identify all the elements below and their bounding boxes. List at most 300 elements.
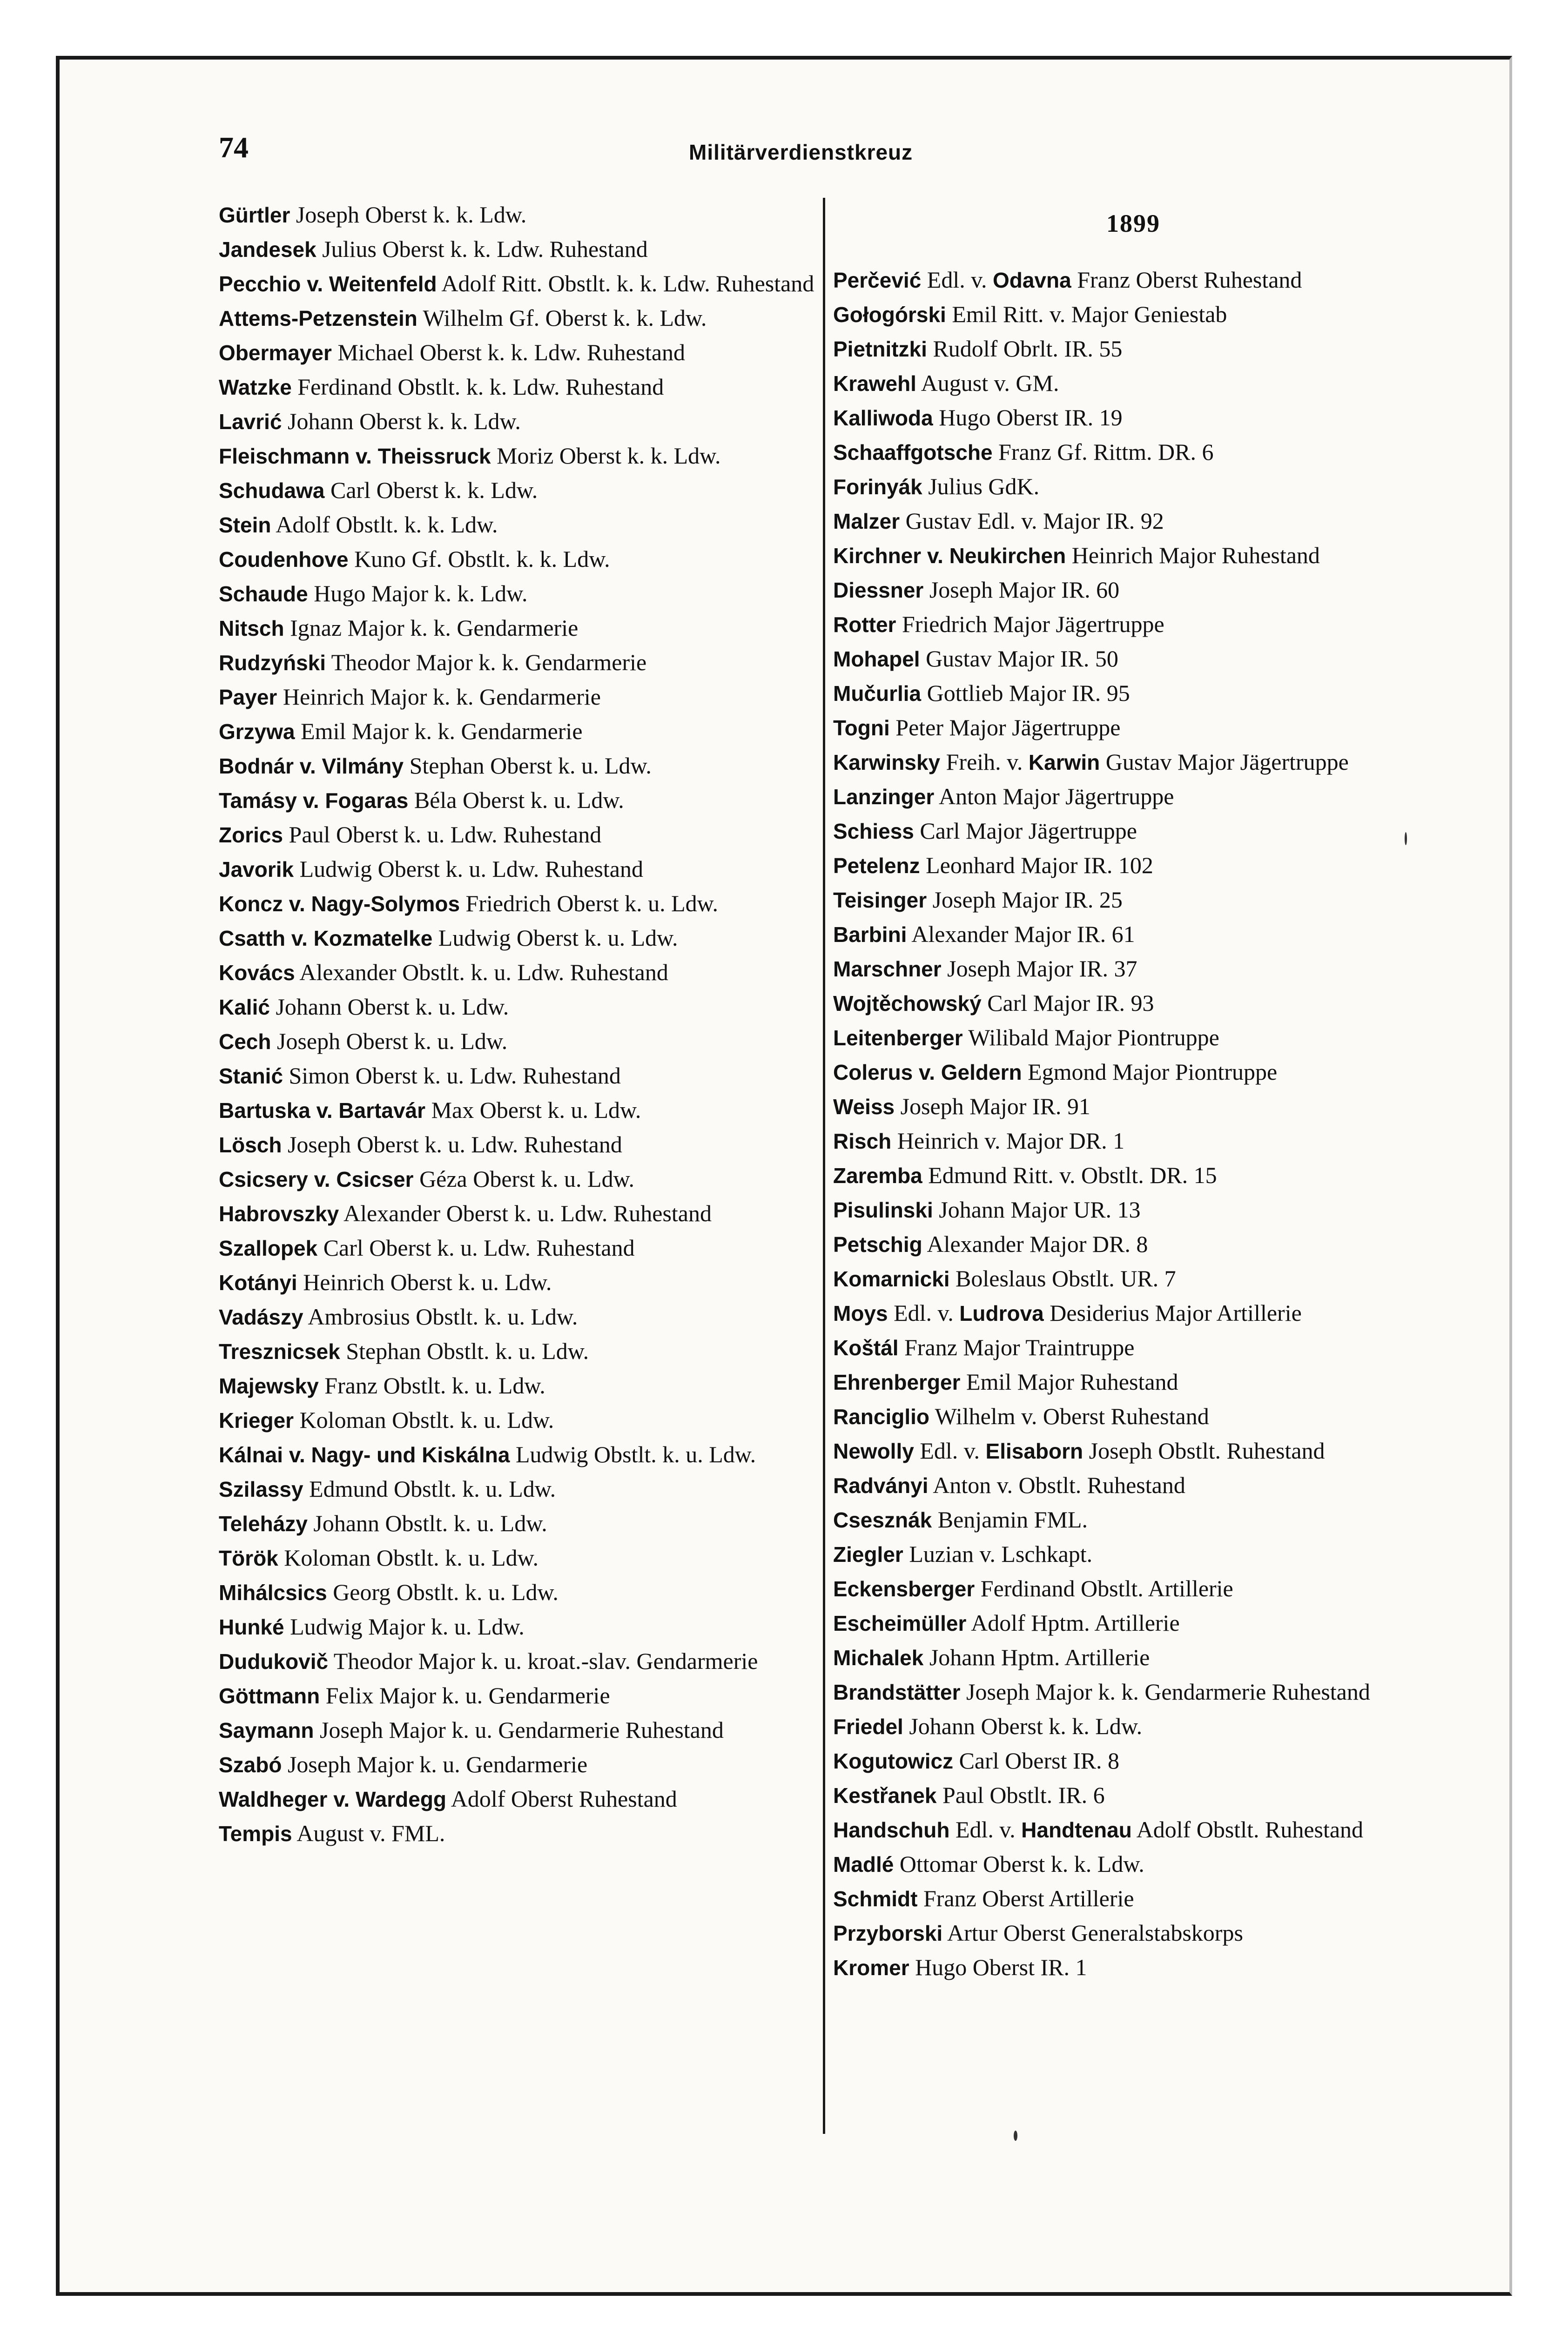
entry-surname: Cech (219, 1029, 271, 1054)
entry-details: Max Oberst k. u. Ldw. (425, 1097, 641, 1123)
entry-surname: Madlé (833, 1852, 894, 1876)
entry-surname: Koncz v. Nagy-Solymos (219, 892, 460, 916)
entry-surname: Friedel (833, 1715, 903, 1739)
roll-entry (833, 780, 1433, 814)
entry-details: Gustav Major IR. 50 (920, 646, 1118, 672)
roll-entry (219, 1644, 814, 1679)
entry-surname: Marschner (833, 957, 942, 981)
entry-details: Wilhelm v. Oberst Ruhestand (929, 1403, 1209, 1429)
roll-entry (833, 883, 1433, 917)
entry-details: Simon Oberst k. u. Ldw. Ruhestand (283, 1063, 621, 1089)
entry-details: Carl Oberst k. u. Ldw. Ruhestand (317, 1235, 635, 1261)
roll-entry (219, 955, 814, 990)
entry-details: Gustav Edl. v. Major IR. 92 (900, 508, 1164, 534)
entry-surname: Kestřanek (833, 1783, 937, 1808)
entry-surname: Schmidt (833, 1887, 918, 1911)
entry-surname: Lavrić (219, 410, 282, 434)
roll-entry (219, 1679, 814, 1713)
roll-entry (833, 504, 1433, 538)
roll-entry (219, 680, 814, 714)
entry-details: Johann Hptm. Artillerie (923, 1644, 1150, 1670)
entry-details: Heinrich Major Ruhestand (1066, 542, 1320, 568)
entry-surname: Payer (219, 685, 277, 709)
entry-details: August v. GM. (916, 370, 1059, 396)
entry-details: Anton v. Obstlt. Ruhestand (928, 1472, 1185, 1498)
entry-details: Ignaz Major k. k. Gendarmerie (284, 615, 579, 641)
roll-entry (219, 1231, 814, 1265)
entry-surname: Radványi (833, 1473, 929, 1498)
entry-details: Joseph Oberst k. k. Ldw. (290, 202, 527, 228)
entry-details: Joseph Oberst k. u. Ldw. (271, 1028, 508, 1054)
entry-details: Emil Major Ruhestand (960, 1369, 1178, 1395)
entry-details: Benjamin FML. (932, 1506, 1088, 1533)
roll-entry (219, 439, 814, 473)
roll-entry (219, 370, 814, 404)
entry-details-cont: Franz Oberst Ruhestand (1071, 267, 1302, 293)
entry-surname: Moys (833, 1301, 888, 1325)
entry-surname: Attems-Petzenstein (219, 306, 417, 330)
entry-surname: Saymann (219, 1718, 314, 1742)
entry-surname: Obermayer (219, 341, 332, 365)
roll-entry (833, 1847, 1433, 1882)
roll-entry (833, 332, 1433, 366)
entry-details: Adolf Ritt. Obstlt. k. k. Ldw. Ruhestand (437, 270, 814, 296)
roll-entry (833, 1882, 1433, 1916)
entry-details: Johann Major UR. 13 (933, 1197, 1141, 1223)
roll-entry (219, 887, 814, 921)
entry-details: Joseph Major k. k. Gendarmerie Ruhestand (960, 1679, 1370, 1705)
entry-details: Artur Oberst Generalstabskorps (942, 1920, 1243, 1946)
entry-details: Franz Gf. Rittm. DR. 6 (992, 439, 1214, 465)
roll-entry (833, 814, 1433, 848)
entry-predicate: Odavna (992, 268, 1071, 292)
entry-details: Stephan Obstlt. k. u. Ldw. (340, 1338, 589, 1364)
entry-details: Joseph Major IR. 37 (941, 955, 1137, 982)
entry-surname: Diessner (833, 578, 924, 602)
entry-details: Johann Oberst k. k. Ldw. (903, 1713, 1143, 1739)
entry-details-cont: Gustav Major Jägertruppe (1100, 749, 1349, 775)
entry-surname: Kogutowicz (833, 1749, 954, 1773)
entry-surname: Tresznicsek (219, 1339, 340, 1364)
entry-predicate: Elisaborn (985, 1439, 1083, 1463)
roll-entry (219, 404, 814, 439)
roll-entry (219, 1541, 814, 1575)
entry-details: Friedrich Major Jägertruppe (896, 611, 1164, 637)
roll-entry (219, 1782, 814, 1816)
entry-details: Adolf Obstlt. k. k. Ldw. (271, 511, 498, 538)
roll-entry (833, 1365, 1433, 1399)
entry-details: Ambrosius Obstlt. k. u. Ldw. (303, 1304, 578, 1330)
roll-entry (833, 1606, 1433, 1641)
entry-details: Joseph Major k. u. Gendarmerie (282, 1751, 588, 1777)
roll-entry (219, 921, 814, 955)
entry-details: Georg Obstlt. k. u. Ldw. (327, 1579, 559, 1605)
entry-details: Heinrich Major k. k. Gendarmerie (277, 684, 601, 710)
entry-details: Koloman Obstlt. k. u. Ldw. (294, 1407, 554, 1433)
roll-entry (219, 577, 814, 611)
roll-entry (833, 745, 1433, 780)
roll-entry (833, 1331, 1433, 1365)
roll-entry (833, 1193, 1433, 1227)
entry-surname: Perčević (833, 268, 922, 292)
entry-details: Ludwig Major k. u. Ldw. (284, 1614, 525, 1640)
entry-surname: Majewsky (219, 1374, 319, 1398)
entry-surname: Ranciglio (833, 1405, 930, 1429)
entry-details: Julius Oberst k. k. Ldw. Ruhestand (316, 236, 648, 262)
entry-surname: Teisinger (833, 888, 927, 912)
roll-entry (219, 1748, 814, 1782)
entry-surname: Schaaffgotsche (833, 440, 993, 464)
entry-surname: Bartuska v. Bartavár (219, 1098, 426, 1123)
entry-details: Emil Major k. k. Gendarmerie (295, 718, 583, 744)
entry-details: Heinrich Oberst k. u. Ldw. (297, 1269, 552, 1295)
entry-surname: Tempis (219, 1822, 292, 1846)
entry-details: Johann Oberst k. k. Ldw. (282, 408, 521, 434)
entry-details: Boleslaus Obstlt. UR. 7 (949, 1265, 1176, 1291)
year-heading: 1899 (1106, 209, 1160, 237)
roll-entry (219, 232, 814, 267)
entry-surname: Kromer (833, 1956, 909, 1980)
entry-details: Moriz Oberst k. k. Ldw. (491, 443, 721, 469)
entry-details: Paul Obstlt. IR. 6 (936, 1782, 1105, 1808)
entry-surname: Rudzyński (219, 651, 326, 675)
entry-surname: Wojtěchowský (833, 991, 982, 1016)
roll-entry (219, 1093, 814, 1128)
roll-entry (833, 986, 1433, 1021)
roll-entry (219, 1472, 814, 1506)
roll-entry (833, 1158, 1433, 1193)
roll-entry (219, 336, 814, 370)
entry-surname: Handschuh (833, 1818, 950, 1842)
roll-entry (219, 1059, 814, 1093)
roll-entry (219, 646, 814, 680)
entry-details-cont: Desiderius Major Artillerie (1043, 1300, 1302, 1326)
entry-details-cont: Joseph Obstlt. Ruhestand (1083, 1438, 1325, 1464)
entry-surname: Pecchio v. Weitenfeld (219, 272, 437, 296)
entry-surname: Przyborski (833, 1921, 943, 1945)
roll-entry (833, 1296, 1433, 1331)
entry-details: Hugo Oberst IR. 19 (933, 404, 1123, 430)
roll-entry (219, 301, 814, 336)
roll-entry (219, 473, 814, 508)
entry-surname: Petelenz (833, 854, 920, 878)
entry-surname: Krawehl (833, 371, 916, 396)
entry-details: Edmund Ritt. v. Obstlt. DR. 15 (922, 1162, 1217, 1188)
entry-details: Joseph Major k. u. Gendarmerie Ruhestand (314, 1717, 724, 1743)
entry-details: Paul Oberst k. u. Ldw. Ruhestand (283, 821, 602, 847)
entry-details: Ferdinand Obstlt. k. k. Ldw. Ruhestand (291, 374, 664, 400)
entry-surname: Karwinsky (833, 750, 941, 774)
roll-entry (833, 1262, 1433, 1296)
roll-entry (833, 848, 1433, 883)
entry-details: Joseph Major IR. 91 (895, 1093, 1090, 1119)
roll-entry (833, 1813, 1433, 1847)
entry-surname: Kalić (219, 995, 270, 1019)
roll-entry (833, 297, 1433, 332)
left-column (219, 198, 814, 1851)
entry-details: Adolf Hptm. Artillerie (966, 1610, 1180, 1636)
entry-surname: Kotányi (219, 1271, 297, 1295)
roll-entry (833, 470, 1433, 504)
entry-details: Leonhard Major IR. 102 (920, 852, 1153, 878)
entry-details: Joseph Major IR. 60 (923, 577, 1120, 603)
entry-surname: Habrovszky (219, 1202, 339, 1226)
entry-details: Adolf Oberst Ruhestand (446, 1786, 677, 1812)
entry-surname: Szallopek (219, 1236, 318, 1260)
entry-surname: Szilassy (219, 1477, 303, 1501)
entry-surname: Stein (219, 513, 271, 537)
roll-entry (219, 714, 814, 749)
entry-surname: Javorik (219, 857, 294, 881)
entry-details: Béla Oberst k. u. Ldw. (408, 787, 624, 813)
entry-surname: Vadászy (219, 1305, 303, 1329)
entry-surname: Lanzinger (833, 785, 935, 809)
entry-surname: Gürtler (219, 203, 290, 227)
roll-entry (833, 1641, 1433, 1675)
roll-entry (833, 573, 1433, 607)
entry-details: Johann Oberst k. u. Ldw. (269, 994, 509, 1020)
roll-entry (219, 1265, 814, 1300)
roll-entry (219, 1506, 814, 1541)
roll-entry (219, 1610, 814, 1644)
roll-entry (833, 401, 1433, 435)
entry-surname: Schiess (833, 819, 914, 843)
entry-surname: Kovács (219, 961, 295, 985)
entry-surname: Pisulinski (833, 1198, 933, 1222)
entry-surname: Weiss (833, 1095, 895, 1119)
entry-details: Carl Major IR. 93 (981, 990, 1154, 1016)
entry-surname: Csicsery v. Csicser (219, 1167, 414, 1191)
entry-details: Emil Ritt. v. Major Geniestab (946, 301, 1227, 327)
entry-surname: Hunké (219, 1615, 284, 1639)
entry-details: Friedrich Oberst k. u. Ldw. (460, 890, 719, 916)
entry-surname: Zaremba (833, 1164, 922, 1188)
entry-surname: Stanić (219, 1064, 283, 1088)
entry-surname: Newolly (833, 1439, 914, 1463)
roll-entry (833, 952, 1433, 986)
roll-entry (219, 267, 814, 301)
entry-surname: Kálnai v. Nagy- und Kiskálna (219, 1443, 510, 1467)
entry-details: Heinrich v. Major DR. 1 (891, 1128, 1125, 1154)
roll-entry (833, 1916, 1433, 1950)
entry-details: Franz Oberst Artillerie (917, 1885, 1134, 1911)
entry-predicate: Handtenau (1021, 1818, 1132, 1842)
entry-details: Hugo Oberst IR. 1 (909, 1954, 1087, 1980)
roll-entry (833, 1021, 1433, 1055)
roll-entry (219, 1713, 814, 1748)
entry-details: Stephan Oberst k. u. Ldw. (404, 753, 652, 779)
entry-details: Franz Obstlt. k. u. Ldw. (318, 1372, 545, 1399)
entry-details: Alexander Major DR. 8 (922, 1231, 1148, 1257)
entry-surname: Ehrenberger (833, 1370, 961, 1394)
entry-surname: Leitenberger (833, 1026, 963, 1050)
roll-entry (833, 1399, 1433, 1434)
roll-entry (833, 1675, 1433, 1709)
roll-entry (219, 1300, 814, 1334)
entry-details: Edl. v. (949, 1816, 1022, 1843)
roll-entry (833, 1503, 1433, 1537)
entry-details: Carl Major Jägertruppe (914, 818, 1137, 844)
roll-entry (833, 1744, 1433, 1778)
roll-entry (219, 783, 814, 818)
roll-entry (833, 1537, 1433, 1572)
entry-surname: Csatth v. Kozmatelke (219, 926, 433, 950)
entry-details: Edl. v. (914, 1438, 986, 1464)
entry-surname: Csesznák (833, 1508, 932, 1532)
roll-entry (219, 1128, 814, 1162)
entry-details: Alexander Major IR. 61 (907, 921, 1135, 947)
entry-details: Koloman Obstlt. k. u. Ldw. (278, 1545, 539, 1571)
entry-surname: Mihálcsics (219, 1580, 327, 1605)
roll-entry (833, 435, 1433, 470)
entry-surname: Forinyák (833, 475, 922, 499)
roll-entry (219, 1162, 814, 1197)
entry-surname: Zorics (219, 823, 283, 847)
roll-entry (219, 990, 814, 1024)
entry-surname: Koštál (833, 1336, 899, 1360)
entry-surname: Schudawa (219, 478, 325, 503)
entry-surname: Michalek (833, 1646, 924, 1670)
entry-surname: Szabó (219, 1753, 282, 1777)
entry-details: Carl Oberst k. k. Ldw. (324, 477, 538, 503)
entry-surname: Kirchner v. Neukirchen (833, 544, 1066, 568)
roll-entry (219, 1438, 814, 1472)
entry-surname: Kalliwoda (833, 406, 933, 430)
roll-entry (219, 1403, 814, 1438)
entry-details: Egmond Major Piontruppe (1022, 1059, 1278, 1085)
entry-surname: Teleházy (219, 1512, 308, 1536)
entry-details: Ludwig Oberst k. u. Ldw. (432, 925, 678, 951)
roll-entry (833, 711, 1433, 745)
entry-details: Anton Major Jägertruppe (934, 783, 1174, 809)
entry-surname: Schaude (219, 582, 308, 606)
roll-entry (833, 642, 1433, 676)
roll-entry (833, 1468, 1433, 1503)
entry-details: Johann Obstlt. k. u. Ldw. (307, 1510, 547, 1536)
entry-details: Kuno Gf. Obstlt. k. k. Ldw. (348, 546, 610, 572)
entry-surname: Török (219, 1546, 278, 1570)
entry-details: Luzian v. Lschkapt. (903, 1541, 1093, 1567)
roll-entry (219, 1024, 814, 1059)
entry-details: Wilhelm Gf. Oberst k. k. Ldw. (417, 305, 707, 331)
right-column (833, 198, 1433, 1985)
column-divider (823, 198, 825, 2134)
entry-details: Edl. v. (888, 1300, 960, 1326)
entry-surname: Malzer (833, 509, 900, 533)
entry-surname: Togni (833, 716, 890, 740)
roll-entry (833, 607, 1433, 642)
entry-details: Ludwig Oberst k. u. Ldw. Ruhestand (294, 856, 643, 882)
entry-details: Rudolf Obrlt. IR. 55 (927, 336, 1123, 362)
entry-surname: Risch (833, 1129, 892, 1153)
entry-details: Alexander Obstlt. k. u. Ldw. Ruhestand (295, 959, 668, 985)
roll-entry (833, 366, 1433, 401)
entry-surname: Watzke (219, 375, 292, 399)
roll-entry (219, 818, 814, 852)
roll-entry (833, 1124, 1433, 1158)
entry-surname: Pietnitzki (833, 337, 927, 361)
roll-entry (833, 1950, 1433, 1985)
roll-entry (833, 1709, 1433, 1744)
entry-surname: Fleischmann v. Theissruck (219, 444, 491, 468)
entry-details: Ludwig Obstlt. k. u. Ldw. (510, 1441, 756, 1467)
roll-entry (833, 263, 1433, 297)
ink-speck (1014, 2131, 1017, 2141)
entry-details: Gottlieb Major IR. 95 (921, 680, 1130, 706)
entry-surname: Barbini (833, 922, 907, 947)
entry-details: Freih. v. (940, 749, 1029, 775)
roll-entry (833, 1227, 1433, 1262)
roll-entry (833, 1572, 1433, 1606)
entry-surname: Coudenhove (219, 547, 349, 572)
running-head: Militärverdienstkreuz (689, 140, 913, 164)
entry-surname: Ziegler (833, 1542, 903, 1567)
entry-details: August v. FML. (292, 1820, 445, 1846)
entry-predicate: Ludrova (959, 1301, 1044, 1325)
entry-surname: Jandesek (219, 237, 316, 262)
entry-surname: Waldheger v. Wardegg (219, 1787, 447, 1811)
entry-surname: Gołogórski (833, 303, 946, 327)
roll-entry (219, 542, 814, 577)
entry-surname: Lösch (219, 1133, 282, 1157)
entry-surname: Tamásy v. Fogaras (219, 788, 409, 813)
page-number: 74 (219, 131, 249, 164)
entry-surname: Göttmann (219, 1684, 320, 1708)
roll-entry (219, 749, 814, 783)
entry-details: Felix Major k. u. Gendarmerie (320, 1682, 610, 1708)
entry-surname: Dudukovič (219, 1649, 329, 1674)
entry-surname: Nitsch (219, 616, 284, 640)
entry-predicate: Karwin (1028, 750, 1100, 774)
roll-entry (219, 611, 814, 646)
entry-details: Alexander Oberst k. u. Ldw. Ruhestand (339, 1200, 712, 1226)
entry-surname: Mučurlia (833, 681, 922, 706)
entry-details: Edl. v. (921, 267, 993, 293)
roll-entry (833, 676, 1433, 711)
roll-entry (833, 1055, 1433, 1090)
entry-details: Michael Oberst k. k. Ldw. Ruhestand (331, 339, 686, 365)
roll-entry (219, 1334, 814, 1369)
entry-surname: Colerus v. Geldern (833, 1060, 1022, 1084)
entry-details: Géza Oberst k. u. Ldw. (413, 1166, 634, 1192)
roll-entry (833, 1778, 1433, 1813)
entry-details: Carl Oberst IR. 8 (953, 1748, 1119, 1774)
entry-details: Joseph Oberst k. u. Ldw. Ruhestand (282, 1131, 622, 1157)
entry-details: Ottomar Oberst k. k. Ldw. (894, 1851, 1144, 1877)
roll-entry (219, 198, 814, 232)
roll-entry (219, 1369, 814, 1403)
right-entry-list (833, 263, 1433, 1985)
entry-surname: Grzywa (219, 720, 295, 744)
entry-surname: Komarnicki (833, 1267, 950, 1291)
entry-surname: Brandstätter (833, 1680, 961, 1704)
entry-surname: Bodnár v. Vilmány (219, 754, 404, 778)
roll-entry (833, 1434, 1433, 1468)
entry-details: Joseph Major IR. 25 (927, 887, 1123, 913)
roll-entry (833, 917, 1433, 952)
entry-surname: Rotter (833, 612, 896, 637)
entry-details: Franz Major Traintruppe (898, 1334, 1135, 1360)
entry-surname: Mohapel (833, 647, 920, 671)
roll-entry (219, 1816, 814, 1851)
entry-details-cont: Adolf Obstlt. Ruhestand (1131, 1816, 1364, 1843)
entry-details: Edmund Obstlt. k. u. Ldw. (303, 1476, 556, 1502)
entry-details: Peter Major Jägertruppe (889, 714, 1121, 740)
entry-surname: Petschig (833, 1232, 922, 1257)
entry-surname: Escheimüller (833, 1611, 967, 1635)
entry-details: Julius GdK. (922, 473, 1040, 499)
roll-entry (219, 1575, 814, 1610)
